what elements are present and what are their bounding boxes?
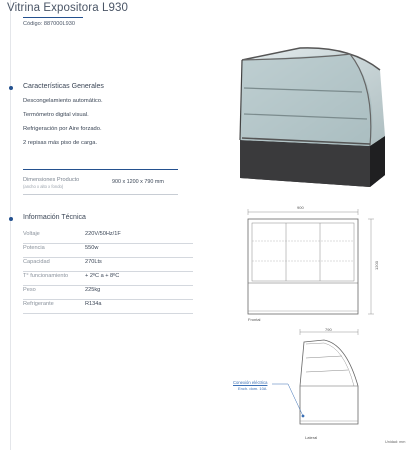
spec-row: [23, 299, 193, 314]
spec-label: Refrigerante: [23, 301, 54, 307]
feature-item: Descongelamiento automático.: [23, 98, 103, 104]
dimensions-label: Dimensiones Producto: [23, 177, 80, 183]
front-height-label: 1200: [373, 261, 379, 270]
general-heading: Características Generales: [23, 83, 104, 90]
spec-label: Voltaje: [23, 231, 40, 237]
product-code: Código: 887000L930: [23, 21, 75, 27]
page-title: Vitrina Expositora L930: [7, 2, 128, 14]
dimensions-value: 900 x 1200 x 790 mm: [112, 179, 164, 185]
product-photo: [230, 40, 395, 190]
spec-value: 270Lts: [85, 259, 102, 265]
connection-detail: Ench. dom. 10A: [238, 386, 267, 391]
spec-row: [23, 243, 193, 258]
spec-row: [23, 285, 193, 300]
spec-row: [23, 229, 193, 244]
front-drawing: [236, 205, 386, 335]
spec-row: [23, 271, 193, 286]
side-depth-label: 790: [325, 327, 332, 332]
connection-leader-line: [270, 382, 310, 418]
spec-value: R134a: [85, 301, 102, 307]
dimensions-rule-top: [23, 169, 178, 170]
section-dot: [9, 86, 13, 90]
unit-note: Unidad: mm: [385, 440, 406, 444]
spec-label: T° funcionamiento: [23, 273, 69, 279]
connection-title: Conexión eléctrica: [233, 380, 268, 385]
section-dot: [9, 217, 13, 221]
title-rule: [23, 17, 83, 18]
technical-heading: Información Técnica: [23, 214, 86, 221]
spec-value: 225kg: [85, 287, 101, 293]
side-view-label: Lateral: [305, 435, 318, 440]
spec-label: Peso: [23, 287, 36, 293]
spec-value: 550w: [85, 245, 99, 251]
spec-label: Capacidad: [23, 259, 50, 265]
spec-label: Potencia: [23, 245, 45, 251]
feature-item: Termómetro digital visual.: [23, 112, 89, 118]
spec-value: + 2ºC a + 8ºC: [85, 273, 120, 279]
front-width-label: 900: [297, 205, 304, 210]
dimensions-rule-bottom: [23, 194, 178, 195]
feature-item: Refrigeración por Aire forzado.: [23, 126, 102, 132]
dimensions-sublabel: (ancho x alto x fondo): [23, 184, 64, 189]
spec-row: [23, 257, 193, 272]
spec-value: 220V/50Hz/1F: [85, 231, 121, 237]
timeline-line: [10, 0, 11, 450]
feature-item: 2 repisas más piso de carga.: [23, 140, 98, 146]
front-view-label: Frontal: [248, 317, 261, 322]
